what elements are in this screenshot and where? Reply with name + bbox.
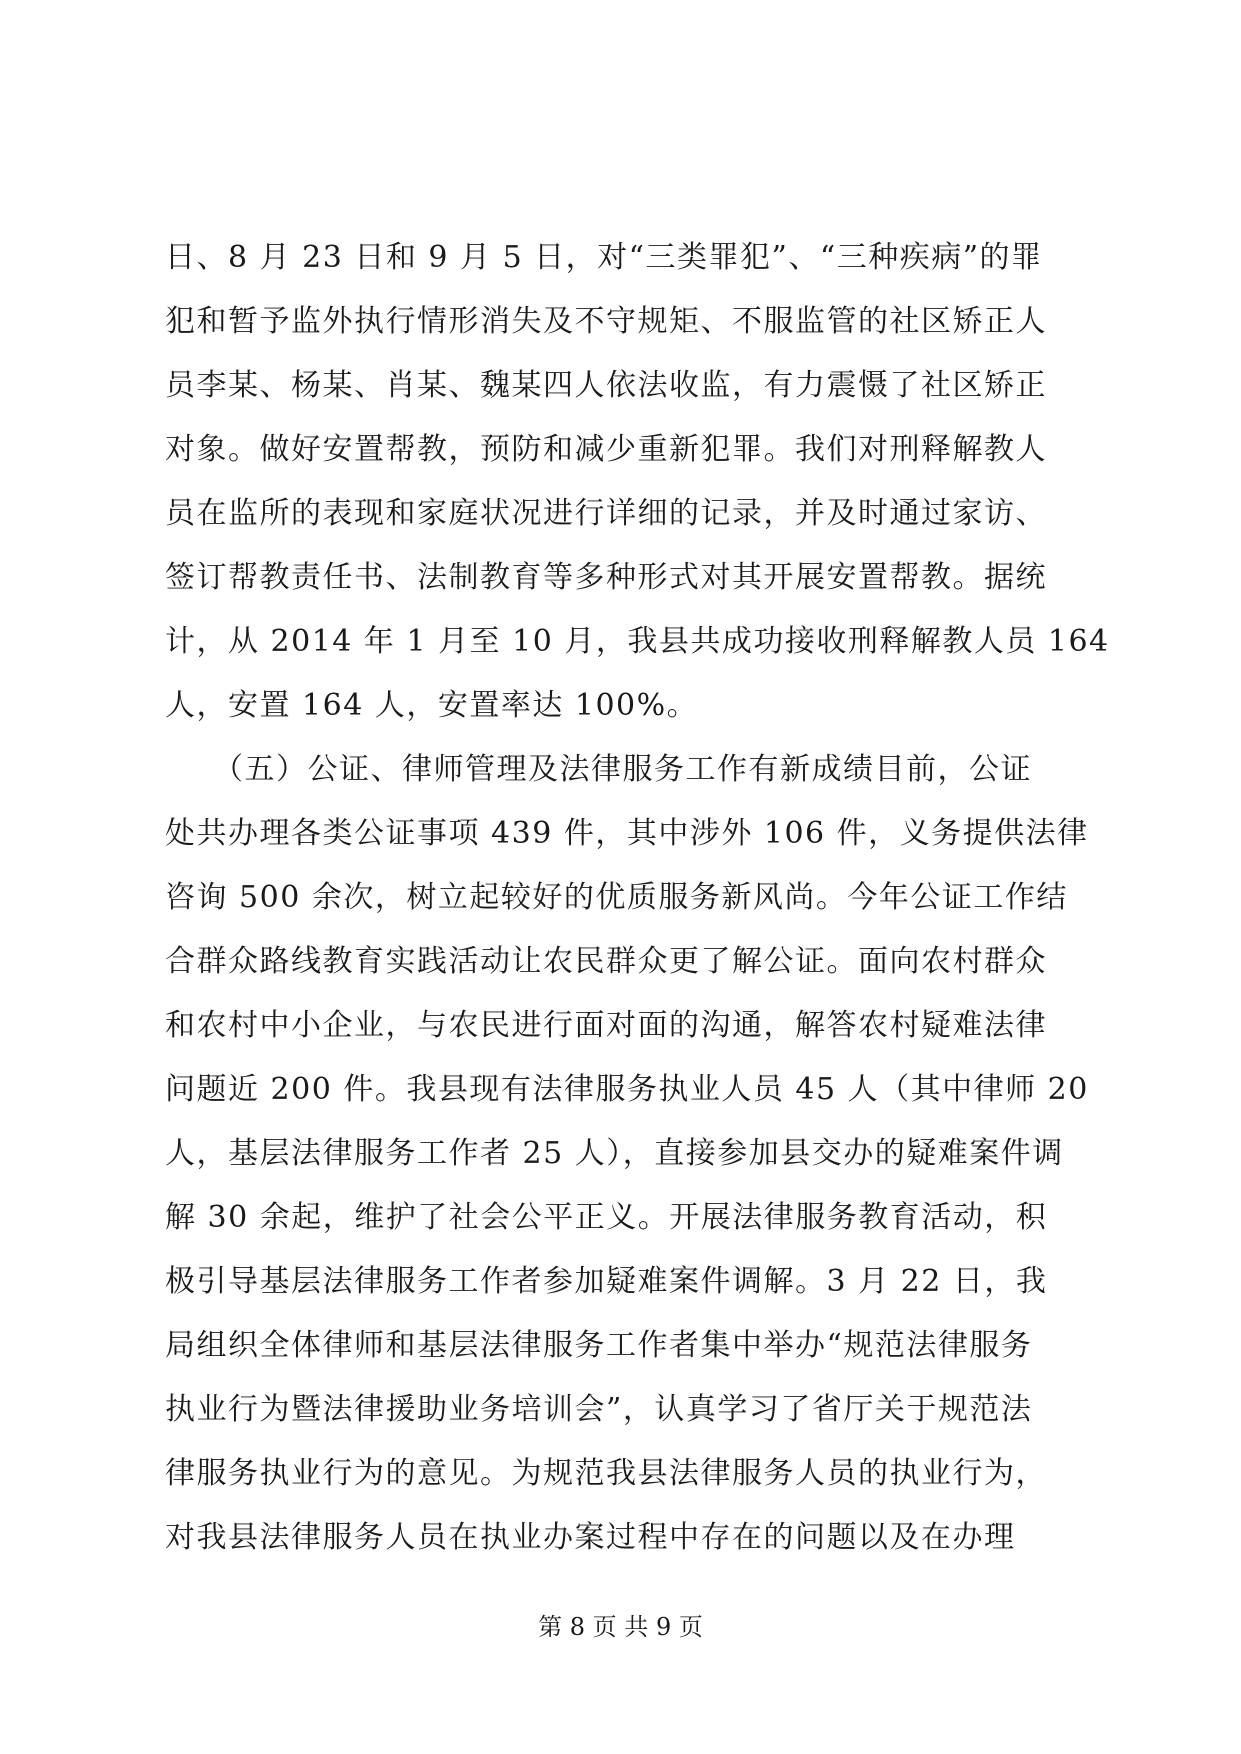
text-line: 对我县法律服务人员在执业办案过程中存在的问题以及在办理 [165,1520,1016,1555]
text-line: 人，安置 164 人，安置率达 100%。 [165,688,699,723]
text-line: 执业行为暨法律援助业务培训会”，认真学习了省厅关于规范法 [165,1392,1033,1427]
text-line: （五）公证、律师管理及法律服务工作有新成绩目前，公证 [165,752,1032,787]
text-line: 局组织全体律师和基层法律服务工作者集中举办“规范法律服务 [165,1328,1033,1363]
text-line: 计，从 2014 年 1 月至 10 月，我县共成功接收刑释解教人员 164 [165,624,1110,659]
text-line: 日、8 月 23 日和 9 月 5 日，对“三类罪犯”、“三种疾病”的罪 [165,240,1043,275]
text-line: 处共办理各类公证事项 439 件，其中涉外 106 件，义务提供法律 [165,816,1089,851]
text-line: 员在监所的表现和家庭状况进行详细的记录，并及时通过家访、 [165,496,1047,531]
text-line: 合群众路线教育实践活动让农民群众更了解公证。面向农村群众 [165,944,1047,979]
text-line: 犯和暂予监外执行情形消失及不守规矩、不服监管的社区矫正人 [165,304,1047,339]
text-line: 咨询 500 余次，树立起较好的优质服务新风尚。今年公证工作结 [165,880,1068,915]
text-line: 员李某、杨某、肖某、魏某四人依法收监，有力震慑了社区矫正 [165,368,1047,403]
page-number-footer: 第 8 页 共 9 页 [538,1613,703,1641]
text-line: 极引导基层法律服务工作者参加疑难案件调解。3 月 22 日，我 [165,1264,1048,1299]
text-line: 问题近 200 件。我县现有法律服务执业人员 45 人（其中律师 20 [165,1072,1089,1107]
text-line: 签订帮教责任书、法制教育等多种形式对其开展安置帮教。据统 [165,560,1047,595]
text-line: 人，基层法律服务工作者 25 人），直接参加县交办的疑难案件调 [165,1136,1064,1171]
text-line: 解 30 余起，维护了社会公平正义。开展法律服务教育活动，积 [165,1200,1048,1235]
text-line: 和农村中小企业，与农民进行面对面的沟通，解答农村疑难法律 [165,1008,1047,1043]
body-text [165,226,1110,1570]
text-line: 律服务执业行为的意见。为规范我县法律服务人员的执业行为， [165,1456,1047,1491]
text-line: 对象。做好安置帮教，预防和减少重新犯罪。我们对刑释解教人 [165,432,1047,467]
